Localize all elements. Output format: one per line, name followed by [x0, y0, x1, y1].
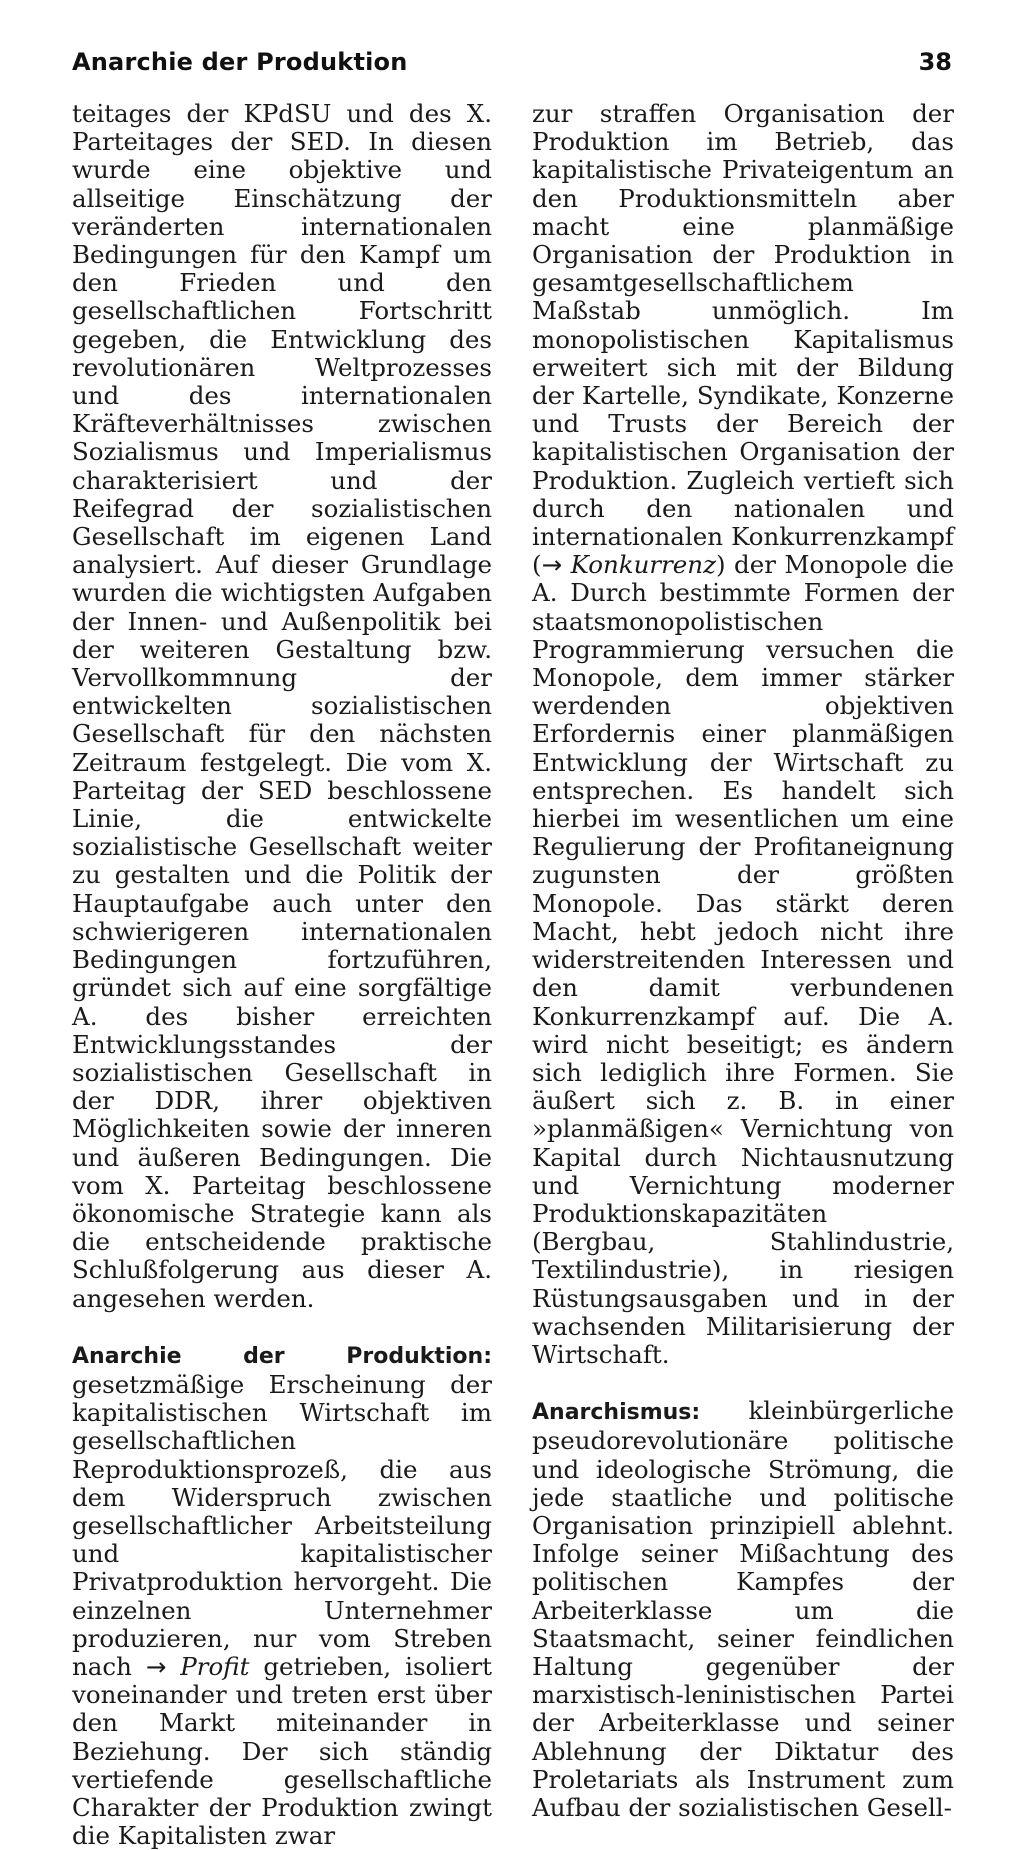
- continuation-paragraph: [532, 100, 954, 1369]
- paragraph-gap: [72, 1313, 492, 1341]
- cross-reference-konkurrenz[interactable]: Konkurrenz: [570, 550, 716, 580]
- entry-headword: Anarchie der Produktion:: [72, 1343, 492, 1369]
- page-number: 38: [918, 48, 952, 76]
- cross-reference-arrow-icon: →: [541, 550, 563, 580]
- entry-anarchismus: [532, 1397, 954, 1822]
- running-head: Anarchie der Produktion: [72, 48, 408, 76]
- left-column: [72, 100, 492, 1850]
- continuation-text-end: der Monopole die A. Durch bestimmte Formen der staatsmonopolistischen Programmierung versuchen die Monopole, dem immer stärker werdenden objektiven Erfordernis einer planmäßigen Entwicklung der Wirtschaft zu entsprechen. Es handelt sich hierbei im wesentlichen um eine Regulierung der Profitaneignung zugunsten der größten Monopole. Das stärkt deren Macht, hebt jedoch nicht ihre widerstreitenden Interessen und den damit verbundenen Konkurrenzkampf auf. Die A. wird nicht beseitigt; es ändern sich lediglich ihre Formen. Sie äußert sich z. B. in einer »planmäßigen« Vernichtung von Kapital durch Nichtausnutzung und Vernichtung moderner Produktionskapazitäten (Bergbau, Stahlindustrie, Textilindustrie), in riesigen Rüstungsausgaben und in der wachsenden Militarisierung der Wirtschaft.: [532, 550, 954, 1369]
- right-column: [532, 100, 954, 1822]
- entry-headword: Anarchismus:: [532, 1400, 701, 1426]
- ref-open-paren: (: [532, 550, 542, 580]
- paragraph-gap: [532, 1369, 954, 1397]
- page-header: [72, 48, 952, 88]
- entry-text: gesetzmäßige Erscheinung der kapitalistischen Wirtschaft im gesellschaftlichen Reproduktionsprozeß, die aus dem Widerspruch zwischen gesellschaftlicher Arbeitsteilung und kapitalistischer Privatproduktion hervorgeht. Die einzelnen Unternehmer produzieren, nur vom Streben nach: [72, 1369, 492, 1681]
- continuation-paragraph: teitages der KPdSU und des X. Parteitages der SED. In diesen wurde eine objektive und allseitige Einschätzung der veränderten internationalen Bedingungen für den Kampf um den Frieden und den gesellschaftlichen Fortschritt gegeben, die Entwicklung des revolutionären Weltprozesses und des internationalen Kräfteverhältnisses zwischen Sozialismus und Imperialismus charakterisiert und der Reifegrad der sozialistischen Gesellschaft im eigenen Land analysiert. Auf dieser Grundlage wurden die wichtigsten Aufgaben der Innen- und Außenpolitik bei der weiteren Gestaltung bzw. Vervollkommnung der entwickelten sozialistischen Gesellschaft für den nächsten Zeitraum festgelegt. Die vom X. Parteitag der SED beschlossene Linie, die entwickelte sozialistische Gesellschaft weiter zu gestalten und die Politik der Hauptaufgabe auch unter den schwierigeren internationalen Bedingungen fortzuführen, gründet sich auf eine sorgfältige A. des bisher erreichten Entwicklungsstandes der sozialistischen Gesellschaft in der DDR, ihrer objektiven Möglichkeiten sowie der inneren und äußeren Bedingungen. Die vom X. Parteitag beschlossene ökonomische Strategie kann als die entscheidende praktische Schlußfolgerung aus dieser A. angesehen werden.: [72, 99, 492, 1313]
- entry-anarchie-der-produktion: [72, 1341, 492, 1850]
- cross-reference-arrow-icon: →: [145, 1651, 167, 1681]
- cross-reference-profit[interactable]: Profit: [180, 1651, 250, 1681]
- entry-text-continued: getrieben, isoliert voneinander und treten erst über den Markt miteinander in Beziehung. Der sich ständig vertiefende gesellschaftliche Charakter der Produktion zwingt die Kapitalisten zwar: [72, 1651, 493, 1850]
- continuation-text: zur straffen Organisation der Produktion im Betrieb, das kapitalistische Privateigentum an den Produktionsmitteln aber macht eine planmäßige Organisation der Produktion in gesamtgesellschaftlichem Maßstab unmöglich. Im monopolistischen Kapitalismus erweitert sich mit der Bildung der Kartelle, Syndikate, Konzerne und Trusts der Bereich der kapitalistischen Organisation der Produktion. Zugleich vertieft sich durch den nationalen und internationalen Konkurrenzkampf: [532, 99, 954, 552]
- ref-close-paren: ): [715, 550, 726, 580]
- entry-text: kleinbürgerliche pseudorevolutionäre politische und ideologische Strömung, die jede staatliche und politische Organisation prinzipiell ablehnt. Infolge seiner Mißachtung des politischen Kampfes der Arbeiterklasse um die Staatsmacht, seiner feindlichen Haltung gegenüber der marxistisch-leninistischen Partei der Arbeiterklasse und seiner Ablehnung der Diktatur des Proletariats als Instrument zum Aufbau der sozialistischen Gesell-: [532, 1396, 954, 1822]
